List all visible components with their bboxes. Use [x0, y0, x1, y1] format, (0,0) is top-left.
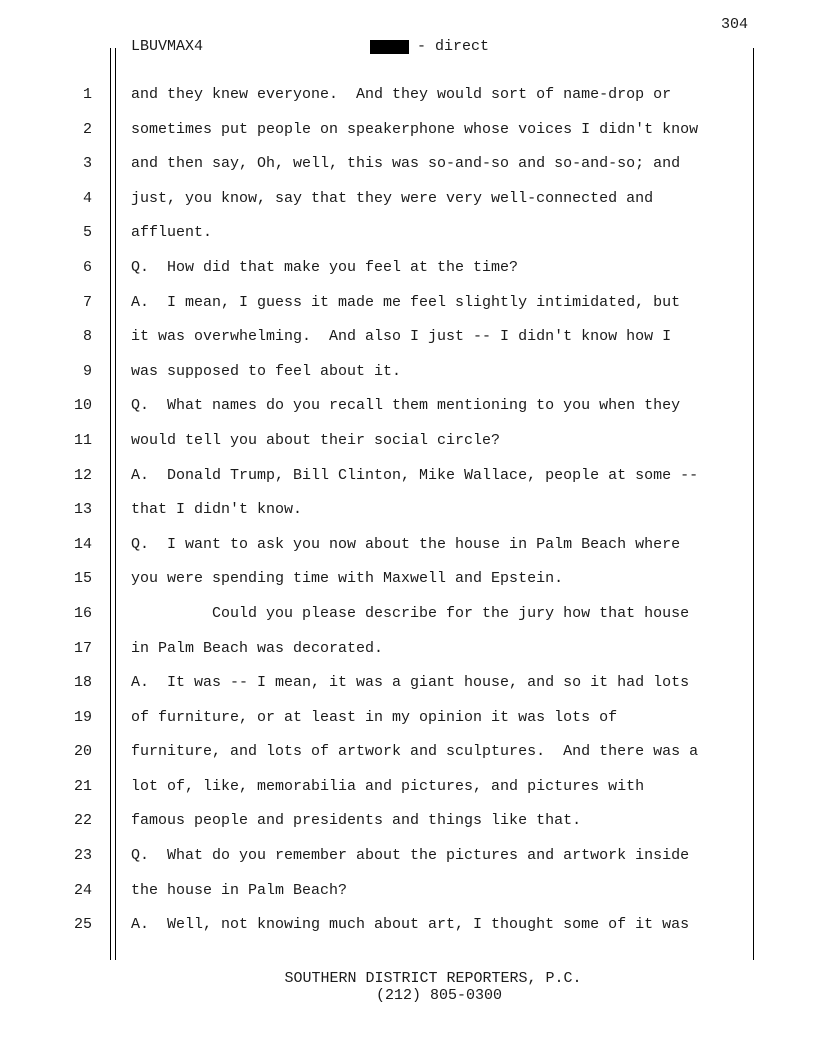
line-text: the house in Palm Beach? [131, 881, 348, 899]
transcript-line [0, 632, 816, 667]
line-number: 10 [73, 397, 92, 415]
line-number: 9 [82, 362, 92, 380]
line-text: was supposed to feel about it. [131, 362, 402, 380]
line-number: 14 [73, 535, 92, 553]
line-number: 19 [73, 708, 92, 726]
transcript-line [0, 78, 816, 113]
section-label: - direct [417, 38, 490, 55]
line-text: that I didn't know. [131, 501, 303, 519]
transcript-line [0, 216, 816, 251]
line-number: 1 [82, 86, 92, 103]
line-text: lot of, like, memorabilia and pictures, and pictures with [131, 777, 645, 795]
line-number: 22 [73, 812, 92, 830]
line-text: and they knew everyone. And they would sort of name-drop or [131, 86, 672, 103]
line-text: you were spending time with Maxwell and Epstein. [131, 570, 564, 588]
line-text: and then say, Oh, well, this was so-and-so and so-and-so; and [131, 155, 681, 173]
line-text: famous people and presidents and things like that. [131, 812, 582, 830]
line-text: sometimes put people on speakerphone whose voices I didn't know [131, 120, 699, 138]
transcript-line [0, 389, 816, 424]
line-text: Q. How did that make you feel at the time? [131, 258, 519, 276]
line-number: 12 [73, 466, 92, 484]
line-number: 3 [82, 155, 92, 173]
transcript-line [0, 735, 816, 770]
line-text: A. Donald Trump, Bill Clinton, Mike Wallace, people at some -- [131, 466, 699, 484]
line-text: in Palm Beach was decorated. [131, 639, 384, 657]
transcript-line [0, 597, 816, 632]
line-number: 20 [73, 743, 92, 761]
transcript-line [0, 147, 816, 182]
line-text: A. It was -- I mean, it was a giant house, and so it had lots [131, 674, 690, 692]
line-number: 7 [82, 293, 92, 311]
transcript-line [0, 459, 816, 494]
line-number: 8 [82, 328, 92, 346]
line-text: Q. What do you remember about the pictures and artwork inside [131, 847, 690, 865]
case-code: LBUVMAX4 [131, 38, 204, 55]
line-number: 23 [73, 847, 92, 865]
line-number: 4 [82, 189, 92, 207]
line-text: Could you please describe for the jury how that house [131, 604, 690, 622]
transcript-line [0, 113, 816, 148]
line-number: 2 [82, 120, 92, 138]
line-text: Q. What names do you recall them mentioning to you when they [131, 397, 681, 415]
transcript-body [0, 78, 816, 943]
transcript-line [0, 701, 816, 736]
transcript-line [0, 874, 816, 909]
line-text: of furniture, or at least in my opinion it was lots of [131, 708, 618, 726]
line-text: Q. I want to ask you now about the house in Palm Beach where [131, 535, 681, 553]
transcript-line [0, 286, 816, 321]
line-number: 21 [73, 777, 92, 795]
transcript-line [0, 666, 816, 701]
line-number: 25 [73, 916, 92, 934]
transcript-line [0, 493, 816, 528]
footer-reporter-name: SOUTHERN DISTRICT REPORTERS, P.C. [284, 970, 582, 987]
line-number: 11 [73, 431, 92, 449]
line-number: 15 [73, 570, 92, 588]
line-text: A. Well, not knowing much about art, I thought some of it was [131, 916, 690, 934]
transcript-line [0, 182, 816, 217]
transcript-line [0, 804, 816, 839]
transcript-line [0, 528, 816, 563]
footer-phone: (212) 805-0300 [375, 987, 503, 1004]
transcript-line [0, 562, 816, 597]
line-text: affluent. [131, 224, 213, 242]
line-number: 16 [73, 604, 92, 622]
transcript-line [0, 320, 816, 355]
line-text: it was overwhelming. And also I just -- I didn't know how I [131, 328, 672, 346]
transcript-line [0, 251, 816, 286]
line-text: furniture, and lots of artwork and sculptures. And there was a [131, 743, 699, 761]
line-number: 13 [73, 501, 92, 519]
line-number: 18 [73, 674, 92, 692]
line-number: 17 [73, 639, 92, 657]
line-number: 6 [82, 258, 92, 276]
page-number: 304 [720, 16, 748, 33]
line-number: 5 [82, 224, 92, 242]
transcript-line [0, 839, 816, 874]
line-text: A. I mean, I guess it made me feel slightly intimidated, but [131, 293, 681, 311]
redaction-box [370, 40, 409, 54]
line-number: 24 [73, 881, 92, 899]
line-text: just, you know, say that they were very well-connected and [131, 189, 654, 207]
transcript-line [0, 908, 816, 943]
line-text: would tell you about their social circle? [131, 431, 501, 449]
transcript-line [0, 424, 816, 459]
transcript-line [0, 770, 816, 805]
transcript-line [0, 355, 816, 390]
